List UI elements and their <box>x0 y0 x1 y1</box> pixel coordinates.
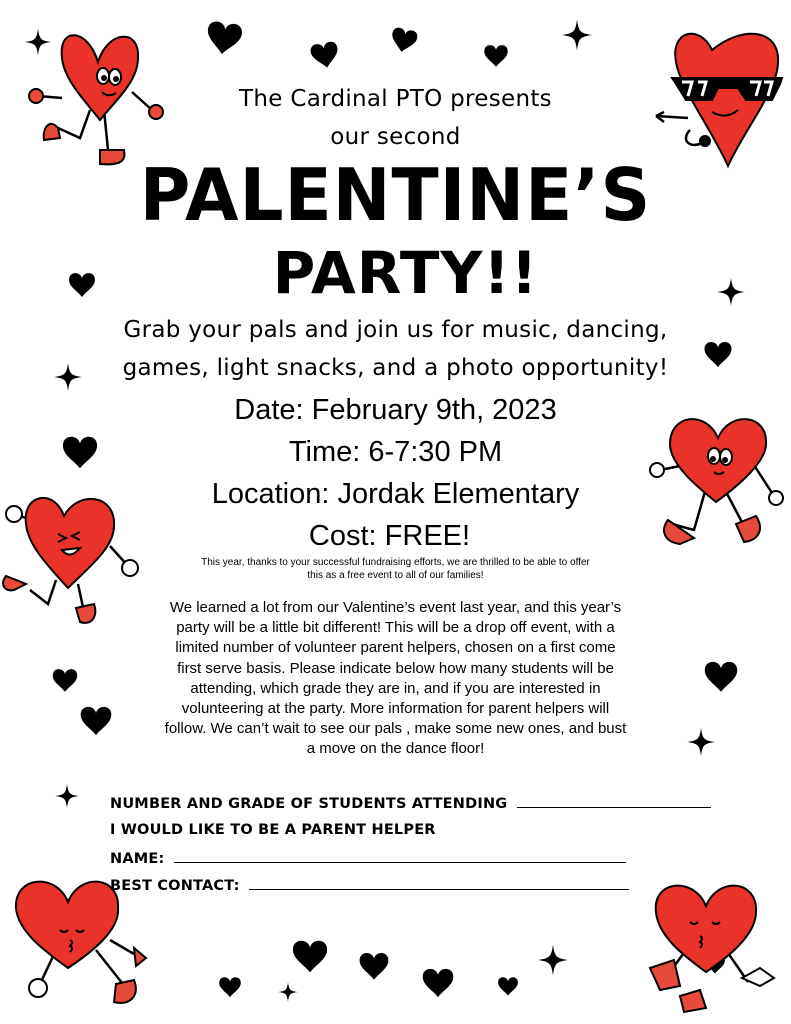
black-heart-icon <box>484 45 507 67</box>
contact-label: BEST CONTACT: <box>110 878 240 894</box>
tagline-line-2: games, light snacks, and a photo opportunity! <box>122 355 669 381</box>
body-line: follow. We can’t wait to see our pals , make some new ones, and bust <box>164 720 627 738</box>
black-heart-icon <box>360 953 389 980</box>
note-line-2: this as a free event to all of our families! <box>307 570 484 581</box>
intro-line-1: The Cardinal PTO presents <box>239 86 552 112</box>
parent-helper-row <box>110 822 436 838</box>
kissing-heart-character-icon <box>650 886 774 1012</box>
page-title: PALENTINE’S <box>139 153 652 237</box>
event-date: Date: February 9th, 2023 <box>234 394 557 426</box>
sparkle-icon <box>562 20 593 51</box>
body-line: limited number of volunteer parent helpers, chosen on a first come <box>175 639 616 657</box>
black-heart-icon <box>205 20 243 56</box>
black-heart-icon <box>219 977 241 997</box>
body-line: a move on the dance floor! <box>306 740 485 758</box>
sparkle-icon <box>538 945 569 976</box>
page-subtitle: PARTY!! <box>272 239 539 307</box>
black-heart-icon <box>423 969 454 997</box>
body-paragraph <box>0 598 791 760</box>
event-cost: Cost: FREE! <box>308 520 471 552</box>
students-attending-row <box>110 794 711 812</box>
body-line: volunteering at the party. More information for parent helpers will <box>181 700 610 718</box>
name-label: NAME: <box>110 851 165 867</box>
body-line: first serve basis. Please indicate below how many students will be <box>177 659 614 677</box>
black-heart-icon <box>498 977 518 995</box>
event-location: Location: Jordak Elementary <box>211 478 580 510</box>
students-attending-field[interactable] <box>517 794 711 808</box>
kissing-heart-character-icon <box>16 882 146 1003</box>
note-line-1: This year, thanks to your successful fundraising efforts, we are thrilled to be able to offer <box>201 557 590 568</box>
parent-helper-label: I WOULD LIKE TO BE A PARENT HELPER <box>110 822 436 838</box>
black-heart-icon <box>310 41 341 70</box>
body-line: attending, which grade they are in, and if you are interested in <box>190 679 601 697</box>
event-time: Time: 6-7:30 PM <box>288 436 503 468</box>
black-heart-icon <box>389 27 418 55</box>
body-line: party will be a little bit different! This will be a drop off event, with a <box>176 619 615 637</box>
students-attending-label: NUMBER AND GRADE OF STUDENTS ATTENDING <box>110 796 508 812</box>
sparkle-icon <box>55 784 79 808</box>
name-field[interactable] <box>174 849 626 863</box>
contact-field[interactable] <box>249 876 629 890</box>
sparkle-icon <box>278 982 298 1002</box>
body-line: We learned a lot from our Valentine’s event last year, and this year’s <box>169 599 622 616</box>
intro-line-2: our second <box>330 124 461 150</box>
black-heart-icon <box>293 941 327 973</box>
sparkle-icon <box>25 29 52 56</box>
contact-row <box>110 876 629 894</box>
name-row <box>110 849 626 867</box>
tagline-line-1: Grab your pals and join us for music, dancing, <box>123 317 668 343</box>
